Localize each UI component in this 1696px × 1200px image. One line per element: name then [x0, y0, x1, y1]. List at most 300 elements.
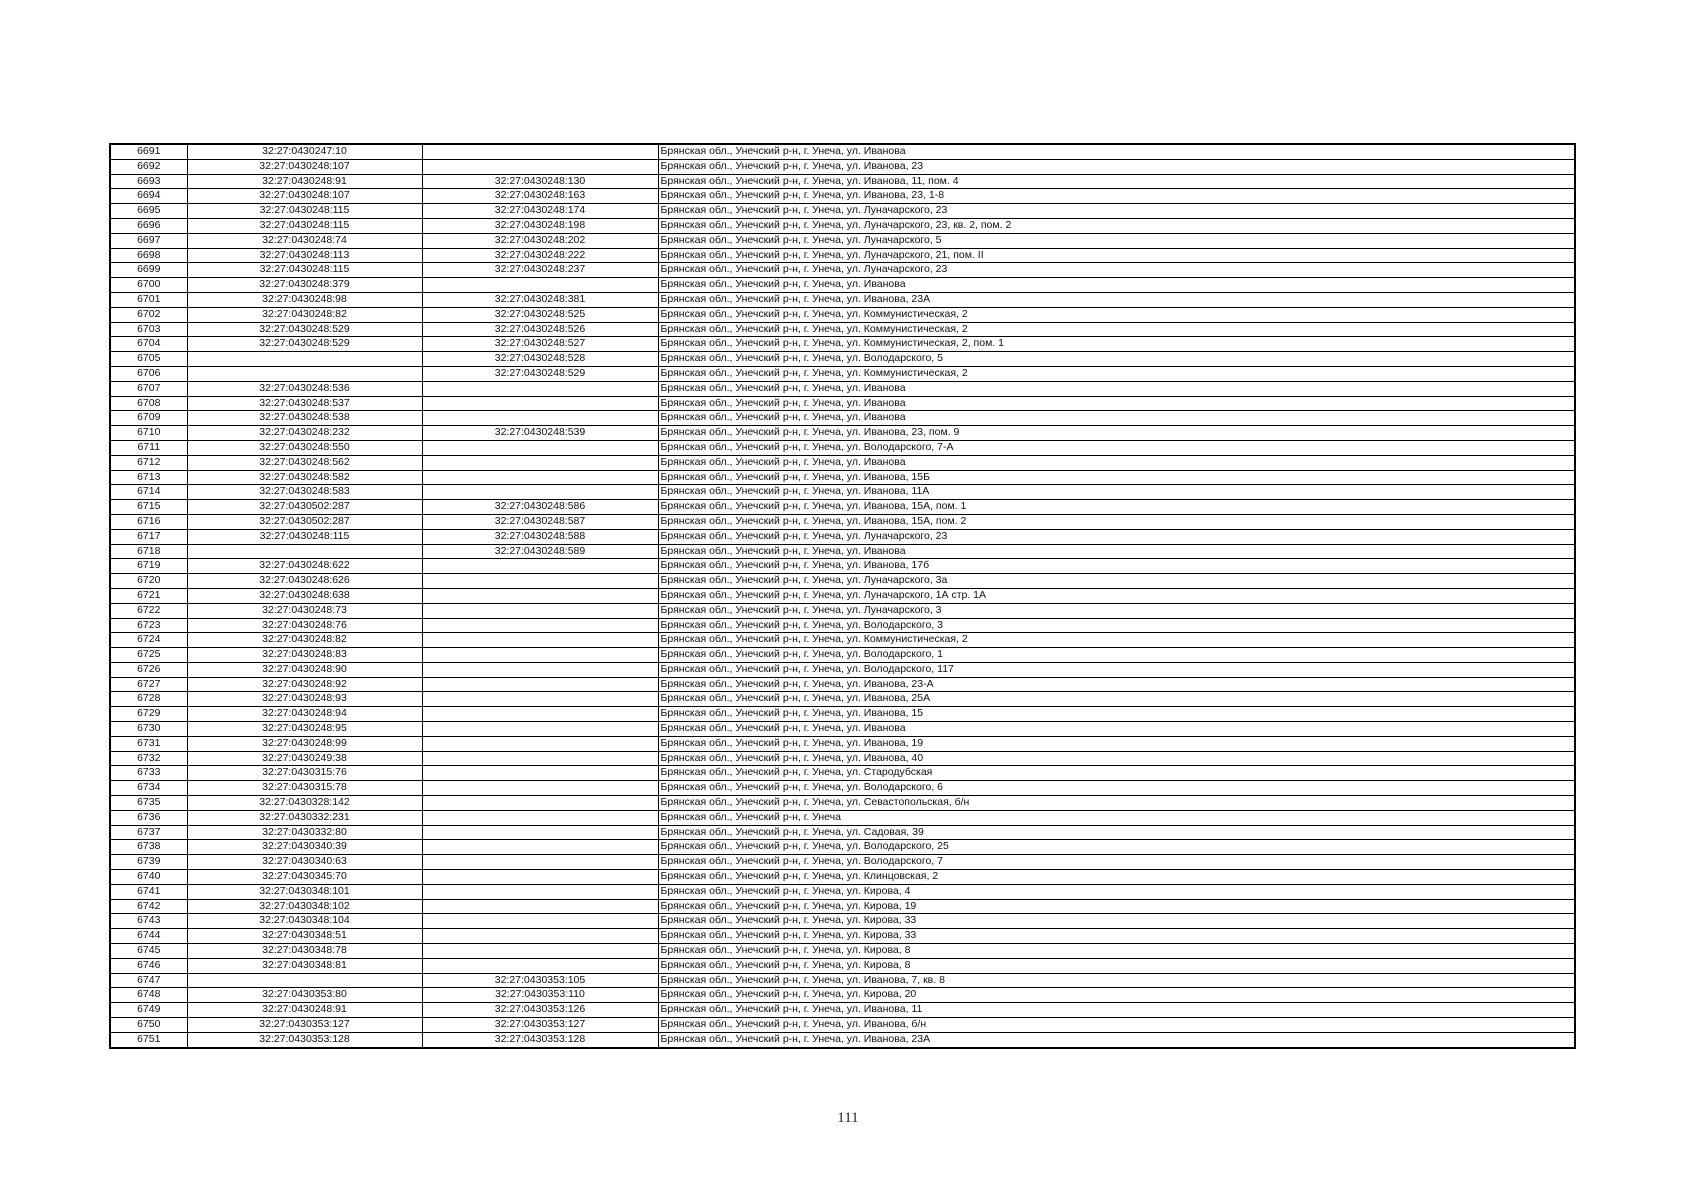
parcel-number-cell: 32:27:0430248:91: [187, 1003, 422, 1018]
parcel-number-cell: 32:27:0430248:538: [187, 411, 422, 426]
object-number-cell: 32:27:0430248:381: [422, 292, 658, 307]
row-number-cell: 6726: [110, 662, 187, 677]
object-number-cell: [422, 958, 658, 973]
parcel-number-cell: 32:27:0430248:92: [187, 677, 422, 692]
table-row: [110, 426, 1575, 441]
address-cell: Брянская обл., Унечский р-н, г. Унеча, ул. Иванова, 15А, пом. 1: [658, 500, 1575, 515]
table-row: [110, 1003, 1575, 1018]
table-row: [110, 500, 1575, 515]
address-cell: Брянская обл., Унечский р-н, г. Унеча, ул. Луначарского, 5: [658, 233, 1575, 248]
parcel-number-cell: 32:27:0430248:626: [187, 574, 422, 589]
address-cell: Брянская обл., Унечский р-н, г. Унеча, ул. Иванова, 15А, пом. 2: [658, 514, 1575, 529]
address-cell: Брянская обл., Унечский р-н, г. Унеча, ул. Иванова: [658, 722, 1575, 737]
parcel-number-cell: 32:27:0430248:95: [187, 722, 422, 737]
row-number-cell: 6748: [110, 988, 187, 1003]
parcel-number-cell: 32:27:0430248:232: [187, 426, 422, 441]
row-number-cell: 6735: [110, 796, 187, 811]
row-number-cell: 6717: [110, 529, 187, 544]
row-number-cell: 6747: [110, 973, 187, 988]
object-number-cell: [422, 944, 658, 959]
address-cell: Брянская обл., Унечский р-н, г. Унеча, ул. Кирова, 4: [658, 884, 1575, 899]
object-number-cell: 32:27:0430248:527: [422, 337, 658, 352]
table-row: [110, 944, 1575, 959]
table-row: [110, 218, 1575, 233]
address-cell: Брянская обл., Унечский р-н, г. Унеча, ул. Володарского, 1: [658, 648, 1575, 663]
parcel-number-cell: 32:27:0430348:51: [187, 929, 422, 944]
registry-table-body: [110, 144, 1575, 1048]
address-cell: Брянская обл., Унечский р-н, г. Унеча, ул. Иванова: [658, 411, 1575, 426]
object-number-cell: 32:27:0430248:163: [422, 189, 658, 204]
address-cell: Брянская обл., Унечский р-н, г. Унеча, ул. Луначарского, 3: [658, 603, 1575, 618]
row-number-cell: 6713: [110, 470, 187, 485]
table-row: [110, 722, 1575, 737]
row-number-cell: 6707: [110, 381, 187, 396]
parcel-number-cell: 32:27:0430348:78: [187, 944, 422, 959]
object-number-cell: [422, 736, 658, 751]
parcel-number-cell: 32:27:0430248:82: [187, 633, 422, 648]
address-cell: Брянская обл., Унечский р-н, г. Унеча, ул. Кирова, 8: [658, 944, 1575, 959]
parcel-number-cell: 32:27:0430248:83: [187, 648, 422, 663]
object-number-cell: [422, 603, 658, 618]
object-number-cell: [422, 855, 658, 870]
object-number-cell: 32:27:0430248:526: [422, 322, 658, 337]
row-number-cell: 6710: [110, 426, 187, 441]
table-row: [110, 485, 1575, 500]
address-cell: Брянская обл., Унечский р-н, г. Унеча, ул. Стародубская: [658, 766, 1575, 781]
object-number-cell: [422, 588, 658, 603]
table-row: [110, 855, 1575, 870]
object-number-cell: [422, 870, 658, 885]
parcel-number-cell: 32:27:0430340:63: [187, 855, 422, 870]
parcel-number-cell: 32:27:0430248:107: [187, 159, 422, 174]
parcel-number-cell: 32:27:0430248:562: [187, 455, 422, 470]
parcel-number-cell: 32:27:0430340:39: [187, 840, 422, 855]
object-number-cell: 32:27:0430353:126: [422, 1003, 658, 1018]
table-row: [110, 707, 1575, 722]
parcel-number-cell: 32:27:0430248:90: [187, 662, 422, 677]
object-number-cell: [422, 825, 658, 840]
table-row: [110, 648, 1575, 663]
table-row: [110, 574, 1575, 589]
parcel-number-cell: 32:27:0430315:76: [187, 766, 422, 781]
parcel-number-cell: 32:27:0430328:142: [187, 796, 422, 811]
address-cell: Брянская обл., Унечский р-н, г. Унеча, ул. Луначарского, 3а: [658, 574, 1575, 589]
address-cell: Брянская обл., Унечский р-н, г. Унеча, ул. Володарского, 7-А: [658, 440, 1575, 455]
parcel-number-cell: 32:27:0430348:101: [187, 884, 422, 899]
parcel-number-cell: 32:27:0430248:115: [187, 204, 422, 219]
parcel-number-cell: 32:27:0430348:104: [187, 914, 422, 929]
row-number-cell: 6718: [110, 544, 187, 559]
object-number-cell: [422, 796, 658, 811]
address-cell: Брянская обл., Унечский р-н, г. Унеча, ул. Кирова, 33: [658, 914, 1575, 929]
address-cell: Брянская обл., Унечский р-н, г. Унеча, ул. Иванова: [658, 144, 1575, 159]
object-number-cell: 32:27:0430248:586: [422, 500, 658, 515]
address-cell: Брянская обл., Унечский р-н, г. Унеча, ул. Иванова, 23, 1-8: [658, 189, 1575, 204]
object-number-cell: [422, 485, 658, 500]
table-row: [110, 337, 1575, 352]
table-row: [110, 396, 1575, 411]
object-number-cell: [422, 884, 658, 899]
row-number-cell: 6737: [110, 825, 187, 840]
row-number-cell: 6731: [110, 736, 187, 751]
table-row: [110, 159, 1575, 174]
row-number-cell: 6738: [110, 840, 187, 855]
row-number-cell: 6695: [110, 204, 187, 219]
object-number-cell: [422, 455, 658, 470]
parcel-number-cell: 32:27:0430248:115: [187, 529, 422, 544]
object-number-cell: [422, 396, 658, 411]
parcel-number-cell: 32:27:0430348:81: [187, 958, 422, 973]
table-row: [110, 233, 1575, 248]
address-cell: Брянская обл., Унечский р-н, г. Унеча, ул. Иванова: [658, 381, 1575, 396]
address-cell: Брянская обл., Унечский р-н, г. Унеча, ул. Кирова, 20: [658, 988, 1575, 1003]
object-number-cell: 32:27:0430248:525: [422, 307, 658, 322]
table-row: [110, 381, 1575, 396]
parcel-number-cell: 32:27:0430248:73: [187, 603, 422, 618]
row-number-cell: 6696: [110, 218, 187, 233]
address-cell: Брянская обл., Унечский р-н, г. Унеча, ул. Иванова, 19: [658, 736, 1575, 751]
table-row: [110, 1018, 1575, 1033]
address-cell: Брянская обл., Унечский р-н, г. Унеча, ул. Иванова, 23-А: [658, 677, 1575, 692]
row-number-cell: 6719: [110, 559, 187, 574]
row-number-cell: 6725: [110, 648, 187, 663]
parcel-number-cell: 32:27:0430249:38: [187, 751, 422, 766]
table-row: [110, 514, 1575, 529]
address-cell: Брянская обл., Унечский р-н, г. Унеча, ул. Коммунистическая, 2: [658, 322, 1575, 337]
row-number-cell: 6691: [110, 144, 187, 159]
parcel-number-cell: 32:27:0430248:536: [187, 381, 422, 396]
object-number-cell: 32:27:0430248:588: [422, 529, 658, 544]
parcel-number-cell: 32:27:0430248:638: [187, 588, 422, 603]
table-row: [110, 736, 1575, 751]
row-number-cell: 6714: [110, 485, 187, 500]
address-cell: Брянская обл., Унечский р-н, г. Унеча, ул. Луначарского, 23, кв. 2, пом. 2: [658, 218, 1575, 233]
address-cell: Брянская обл., Унечский р-н, г. Унеча, ул. Володарского, 6: [658, 781, 1575, 796]
parcel-number-cell: 32:27:0430502:287: [187, 514, 422, 529]
parcel-number-cell: 32:27:0430248:76: [187, 618, 422, 633]
table-row: [110, 692, 1575, 707]
table-row: [110, 810, 1575, 825]
address-cell: Брянская обл., Унечский р-н, г. Унеча, ул. Иванова, 23А: [658, 1032, 1575, 1047]
parcel-number-cell: 32:27:0430248:82: [187, 307, 422, 322]
object-number-cell: [422, 707, 658, 722]
address-cell: Брянская обл., Унечский р-н, г. Унеча, ул. Кирова, 19: [658, 899, 1575, 914]
row-number-cell: 6742: [110, 899, 187, 914]
parcel-number-cell: 32:27:0430248:74: [187, 233, 422, 248]
parcel-number-cell: 32:27:0430248:379: [187, 278, 422, 293]
address-cell: Брянская обл., Унечский р-н, г. Унеча, ул. Коммунистическая, 2: [658, 307, 1575, 322]
row-number-cell: 6720: [110, 574, 187, 589]
address-cell: Брянская обл., Унечский р-н, г. Унеча, ул. Иванова: [658, 278, 1575, 293]
row-number-cell: 6700: [110, 278, 187, 293]
row-number-cell: 6727: [110, 677, 187, 692]
row-number-cell: 6702: [110, 307, 187, 322]
parcel-number-cell: 32:27:0430502:287: [187, 500, 422, 515]
object-number-cell: 32:27:0430248:130: [422, 174, 658, 189]
row-number-cell: 6729: [110, 707, 187, 722]
table-row: [110, 884, 1575, 899]
row-number-cell: 6732: [110, 751, 187, 766]
object-number-cell: [422, 633, 658, 648]
row-number-cell: 6728: [110, 692, 187, 707]
row-number-cell: 6730: [110, 722, 187, 737]
table-row: [110, 248, 1575, 263]
object-number-cell: 32:27:0430353:127: [422, 1018, 658, 1033]
object-number-cell: [422, 766, 658, 781]
object-number-cell: [422, 159, 658, 174]
address-cell: Брянская обл., Унечский р-н, г. Унеча, ул. Иванова, 25А: [658, 692, 1575, 707]
address-cell: Брянская обл., Унечский р-н, г. Унеча, ул. Володарского, 117: [658, 662, 1575, 677]
row-number-cell: 6722: [110, 603, 187, 618]
table-row: [110, 840, 1575, 855]
row-number-cell: 6698: [110, 248, 187, 263]
address-cell: Брянская обл., Унечский р-н, г. Унеча, ул. Иванова, 23, пом. 9: [658, 426, 1575, 441]
table-row: [110, 973, 1575, 988]
parcel-number-cell: 32:27:0430353:127: [187, 1018, 422, 1033]
address-cell: Брянская обл., Унечский р-н, г. Унеча, ул. Луначарского, 23: [658, 529, 1575, 544]
object-number-cell: [422, 751, 658, 766]
registry-table: [109, 143, 1576, 1049]
object-number-cell: [422, 648, 658, 663]
address-cell: Брянская обл., Унечский р-н, г. Унеча, ул. Луначарского, 21, пом. II: [658, 248, 1575, 263]
object-number-cell: 32:27:0430248:539: [422, 426, 658, 441]
object-number-cell: 32:27:0430248:528: [422, 352, 658, 367]
row-number-cell: 6736: [110, 810, 187, 825]
address-cell: Брянская обл., Унечский р-н, г. Унеча, ул. Иванова, 40: [658, 751, 1575, 766]
table-row: [110, 544, 1575, 559]
object-number-cell: [422, 574, 658, 589]
parcel-number-cell: 32:27:0430315:78: [187, 781, 422, 796]
parcel-number-cell: 32:27:0430248:113: [187, 248, 422, 263]
object-number-cell: 32:27:0430248:587: [422, 514, 658, 529]
page-number: 111: [837, 1110, 859, 1126]
table-row: [110, 278, 1575, 293]
parcel-number-cell: 32:27:0430248:98: [187, 292, 422, 307]
row-number-cell: 6723: [110, 618, 187, 633]
address-cell: Брянская обл., Унечский р-н, г. Унеча, ул. Иванова: [658, 396, 1575, 411]
object-number-cell: 32:27:0430248:589: [422, 544, 658, 559]
object-number-cell: 32:27:0430248:198: [422, 218, 658, 233]
parcel-number-cell: 32:27:0430332:231: [187, 810, 422, 825]
object-number-cell: [422, 677, 658, 692]
row-number-cell: 6694: [110, 189, 187, 204]
table-row: [110, 307, 1575, 322]
object-number-cell: [422, 899, 658, 914]
parcel-number-cell: 32:27:0430248:93: [187, 692, 422, 707]
table-row: [110, 603, 1575, 618]
row-number-cell: 6750: [110, 1018, 187, 1033]
object-number-cell: [422, 840, 658, 855]
parcel-number-cell: 32:27:0430353:128: [187, 1032, 422, 1047]
address-cell: Брянская обл., Унечский р-н, г. Унеча, ул. Кирова, 8: [658, 958, 1575, 973]
address-cell: Брянская обл., Унечский р-н, г. Унеча, ул. Иванова, 7, кв. 8: [658, 973, 1575, 988]
table-row: [110, 366, 1575, 381]
table-row: [110, 292, 1575, 307]
table-row: [110, 988, 1575, 1003]
object-number-cell: [422, 470, 658, 485]
row-number-cell: 6724: [110, 633, 187, 648]
row-number-cell: 6704: [110, 337, 187, 352]
table-row: [110, 352, 1575, 367]
row-number-cell: 6712: [110, 455, 187, 470]
parcel-number-cell: 32:27:0430248:537: [187, 396, 422, 411]
address-cell: Брянская обл., Унечский р-н, г. Унеча: [658, 810, 1575, 825]
object-number-cell: [422, 618, 658, 633]
parcel-number-cell: 32:27:0430248:99: [187, 736, 422, 751]
row-number-cell: 6739: [110, 855, 187, 870]
address-cell: Брянская обл., Унечский р-н, г. Унеча, ул. Луначарского, 23: [658, 263, 1575, 278]
object-number-cell: 32:27:0430248:237: [422, 263, 658, 278]
address-cell: Брянская обл., Унечский р-н, г. Унеча, ул. Иванова, 23А: [658, 292, 1575, 307]
address-cell: Брянская обл., Унечский р-н, г. Унеча, ул. Иванова, 17б: [658, 559, 1575, 574]
address-cell: Брянская обл., Унечский р-н, г. Унеча, ул. Коммунистическая, 2, пом. 1: [658, 337, 1575, 352]
address-cell: Брянская обл., Унечский р-н, г. Унеча, ул. Клинцовская, 2: [658, 870, 1575, 885]
object-number-cell: [422, 440, 658, 455]
object-number-cell: [422, 781, 658, 796]
parcel-number-cell: 32:27:0430248:94: [187, 707, 422, 722]
table-row: [110, 174, 1575, 189]
table-row: [110, 914, 1575, 929]
row-number-cell: 6708: [110, 396, 187, 411]
parcel-number-cell: 32:27:0430248:583: [187, 485, 422, 500]
object-number-cell: [422, 559, 658, 574]
parcel-number-cell: 32:27:0430248:529: [187, 337, 422, 352]
row-number-cell: 6711: [110, 440, 187, 455]
table-row: [110, 662, 1575, 677]
object-number-cell: [422, 914, 658, 929]
parcel-number-cell: [187, 366, 422, 381]
row-number-cell: 6746: [110, 958, 187, 973]
object-number-cell: [422, 722, 658, 737]
table-row: [110, 958, 1575, 973]
address-cell: Брянская обл., Унечский р-н, г. Унеча, ул. Иванова, 15: [658, 707, 1575, 722]
address-cell: Брянская обл., Унечский р-н, г. Унеча, ул. Иванова, 11: [658, 1003, 1575, 1018]
address-cell: Брянская обл., Унечский р-н, г. Унеча, ул. Иванова, 11А: [658, 485, 1575, 500]
table-row: [110, 455, 1575, 470]
table-row: [110, 588, 1575, 603]
parcel-number-cell: [187, 973, 422, 988]
object-number-cell: [422, 810, 658, 825]
row-number-cell: 6699: [110, 263, 187, 278]
table-row: [110, 870, 1575, 885]
row-number-cell: 6709: [110, 411, 187, 426]
table-row: [110, 929, 1575, 944]
table-row: [110, 440, 1575, 455]
row-number-cell: 6733: [110, 766, 187, 781]
object-number-cell: [422, 662, 658, 677]
row-number-cell: 6721: [110, 588, 187, 603]
table-row: [110, 322, 1575, 337]
row-number-cell: 6703: [110, 322, 187, 337]
parcel-number-cell: 32:27:0430248:115: [187, 218, 422, 233]
address-cell: Брянская обл., Унечский р-н, г. Унеча, ул. Володарского, 7: [658, 855, 1575, 870]
object-number-cell: 32:27:0430248:174: [422, 204, 658, 219]
table-row: [110, 618, 1575, 633]
object-number-cell: [422, 381, 658, 396]
object-number-cell: 32:27:0430248:202: [422, 233, 658, 248]
object-number-cell: 32:27:0430353:110: [422, 988, 658, 1003]
parcel-number-cell: 32:27:0430248:107: [187, 189, 422, 204]
row-number-cell: 6697: [110, 233, 187, 248]
parcel-number-cell: 32:27:0430248:529: [187, 322, 422, 337]
row-number-cell: 6701: [110, 292, 187, 307]
row-number-cell: 6693: [110, 174, 187, 189]
table-row: [110, 204, 1575, 219]
address-cell: Брянская обл., Унечский р-н, г. Унеча, ул. Садовая, 39: [658, 825, 1575, 840]
parcel-number-cell: 32:27:0430248:582: [187, 470, 422, 485]
address-cell: Брянская обл., Унечский р-н, г. Унеча, ул. Иванова: [658, 544, 1575, 559]
object-number-cell: 32:27:0430353:128: [422, 1032, 658, 1047]
table-row: [110, 633, 1575, 648]
parcel-number-cell: 32:27:0430248:550: [187, 440, 422, 455]
row-number-cell: 6734: [110, 781, 187, 796]
row-number-cell: 6751: [110, 1032, 187, 1047]
address-cell: Брянская обл., Унечский р-н, г. Унеча, ул. Коммунистическая, 2: [658, 366, 1575, 381]
address-cell: Брянская обл., Унечский р-н, г. Унеча, ул. Иванова, 11, пом. 4: [658, 174, 1575, 189]
address-cell: Брянская обл., Унечский р-н, г. Унеча, ул. Луначарского, 1А стр. 1А: [658, 588, 1575, 603]
parcel-number-cell: [187, 352, 422, 367]
table-row: [110, 796, 1575, 811]
object-number-cell: 32:27:0430353:105: [422, 973, 658, 988]
parcel-number-cell: 32:27:0430332:80: [187, 825, 422, 840]
table-row: [110, 751, 1575, 766]
parcel-number-cell: 32:27:0430248:115: [187, 263, 422, 278]
parcel-number-cell: 32:27:0430248:622: [187, 559, 422, 574]
address-cell: Брянская обл., Унечский р-н, г. Унеча, ул. Луначарского, 23: [658, 204, 1575, 219]
row-number-cell: 6716: [110, 514, 187, 529]
row-number-cell: 6740: [110, 870, 187, 885]
row-number-cell: 6741: [110, 884, 187, 899]
parcel-number-cell: 32:27:0430248:91: [187, 174, 422, 189]
row-number-cell: 6706: [110, 366, 187, 381]
table-row: [110, 470, 1575, 485]
table-row: [110, 677, 1575, 692]
address-cell: Брянская обл., Унечский р-н, г. Унеча, ул. Володарского, 25: [658, 840, 1575, 855]
address-cell: Брянская обл., Унечский р-н, г. Унеча, ул. Иванова, б/н: [658, 1018, 1575, 1033]
table-row: [110, 411, 1575, 426]
table-row: [110, 781, 1575, 796]
table-row: [110, 144, 1575, 159]
table-row: [110, 766, 1575, 781]
parcel-number-cell: 32:27:0430345:70: [187, 870, 422, 885]
object-number-cell: [422, 411, 658, 426]
address-cell: Брянская обл., Унечский р-н, г. Унеча, ул. Иванова, 15Б: [658, 470, 1575, 485]
table-row: [110, 529, 1575, 544]
parcel-number-cell: 32:27:0430247:10: [187, 144, 422, 159]
table-row: [110, 559, 1575, 574]
table-row: [110, 825, 1575, 840]
parcel-number-cell: [187, 544, 422, 559]
address-cell: Брянская обл., Унечский р-н, г. Унеча, ул. Севастопольская, б/н: [658, 796, 1575, 811]
table-row: [110, 899, 1575, 914]
row-number-cell: 6705: [110, 352, 187, 367]
row-number-cell: 6715: [110, 500, 187, 515]
object-number-cell: [422, 929, 658, 944]
object-number-cell: 32:27:0430248:529: [422, 366, 658, 381]
parcel-number-cell: 32:27:0430348:102: [187, 899, 422, 914]
row-number-cell: 6749: [110, 1003, 187, 1018]
address-cell: Брянская обл., Унечский р-н, г. Унеча, ул. Иванова: [658, 455, 1575, 470]
table-row: [110, 189, 1575, 204]
object-number-cell: [422, 692, 658, 707]
address-cell: Брянская обл., Унечский р-н, г. Унеча, ул. Кирова, 33: [658, 929, 1575, 944]
address-cell: Брянская обл., Унечский р-н, г. Унеча, ул. Коммунистическая, 2: [658, 633, 1575, 648]
parcel-number-cell: 32:27:0430353:80: [187, 988, 422, 1003]
row-number-cell: 6692: [110, 159, 187, 174]
object-number-cell: [422, 144, 658, 159]
address-cell: Брянская обл., Унечский р-н, г. Унеча, ул. Володарского, 5: [658, 352, 1575, 367]
table-row: [110, 1032, 1575, 1047]
